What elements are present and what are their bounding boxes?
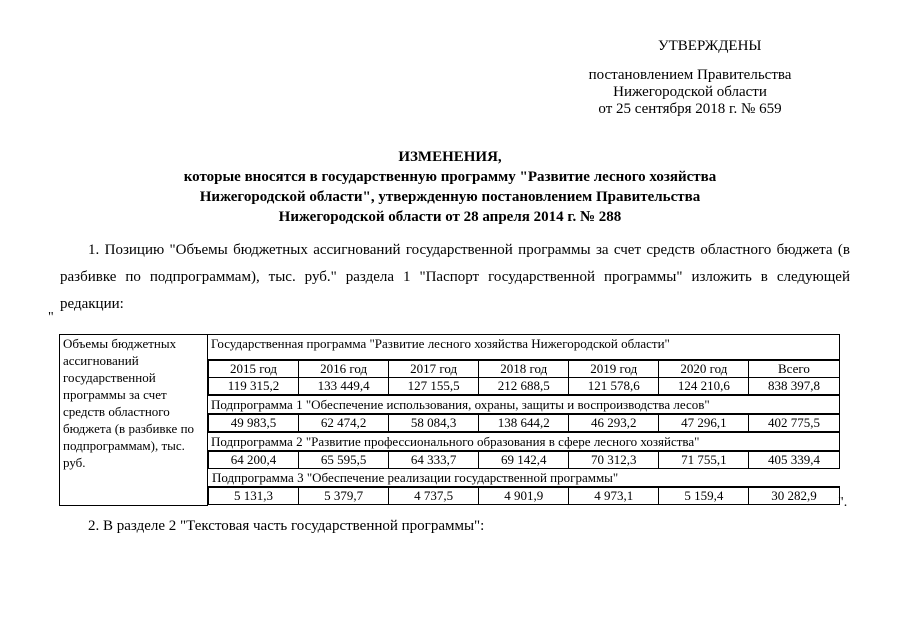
program-title: Государственная программа "Развитие лесного хозяйства Нижегородской области" xyxy=(208,335,840,360)
title-line-1: ИЗМЕНЕНИЯ, xyxy=(398,149,502,165)
budget-label: Объемы бюджетных ассигнований государственной программы за счет средств областного бюджета (в разбивке по подпрограммам), тыс. руб. xyxy=(60,335,208,506)
budget-table xyxy=(59,334,840,506)
subprogram-1-title: Подпрограмма 1 "Обеспечение использования, охраны, защиты и воспроизводства лесов" xyxy=(208,396,840,414)
value-cell: 4 973,1 xyxy=(569,488,659,505)
value-cell: 58 084,3 xyxy=(389,415,479,432)
subprogram-2-values-row xyxy=(209,452,840,469)
year-cell: Всего xyxy=(749,361,839,378)
value-cell: 71 755,1 xyxy=(659,452,749,469)
value-cell: 838 397,8 xyxy=(749,378,839,395)
value-cell: 405 339,4 xyxy=(749,452,839,469)
years-row xyxy=(209,361,840,378)
approval-line-1: постановлением Правительства xyxy=(588,67,792,83)
quote-open: " xyxy=(48,310,54,325)
value-cell: 64 333,7 xyxy=(389,452,479,469)
subprogram-1-values-row xyxy=(209,415,840,432)
title-line-2: которые вносятся в государственную программу "Развитие лесного хозяйства xyxy=(183,169,717,185)
value-cell: 5 131,3 xyxy=(209,488,299,505)
value-cell: 127 155,5 xyxy=(389,378,479,395)
value-cell: 65 595,5 xyxy=(299,452,389,469)
subprogram-2-title: Подпрограмма 2 "Развитие профессионального образования в сфере лесного хозяйства" xyxy=(208,433,840,451)
subprogram-2-values-table xyxy=(208,451,840,469)
value-cell: 4 901,9 xyxy=(479,488,569,505)
value-cell: 5 379,7 xyxy=(299,488,389,505)
value-cell: 46 293,2 xyxy=(569,415,659,432)
year-cell: 2019 год xyxy=(569,361,659,378)
subprogram-3-values-table xyxy=(208,487,840,505)
value-cell: 124 210,6 xyxy=(659,378,749,395)
value-cell: 119 315,2 xyxy=(209,378,299,395)
paragraph-2: 2. В разделе 2 "Текстовая часть государственной программы": xyxy=(88,518,485,534)
subprogram-3-cell xyxy=(208,469,840,505)
value-cell: 402 775,5 xyxy=(749,415,839,432)
approval-header: УТВЕРЖДЕНЫ xyxy=(658,38,762,54)
value-cell: 212 688,5 xyxy=(479,378,569,395)
year-cell: 2020 год xyxy=(659,361,749,378)
value-cell: 69 142,4 xyxy=(479,452,569,469)
program-values-cell xyxy=(208,360,840,396)
program-values-table xyxy=(208,360,840,395)
value-cell: 47 296,1 xyxy=(659,415,749,432)
year-cell: 2018 год xyxy=(479,361,569,378)
year-cell: 2016 год xyxy=(299,361,389,378)
approval-line-3: от 25 сентября 2018 г. № 659 xyxy=(598,101,782,117)
quote-close: ". xyxy=(838,495,848,510)
subprogram-3-values-row xyxy=(209,488,840,505)
title-line-3: Нижегородской области", утвержденную постановлением Правительства xyxy=(199,189,701,205)
value-cell: 62 474,2 xyxy=(299,415,389,432)
paragraph-1: 1. Позицию "Объемы бюджетных ассигнований государственной программы за счет средств областного бюджета (в разбивке по подпрограммам), тыс. руб." раздела 1 "Паспорт государственной программы" изложить в следующей редакции: xyxy=(60,242,850,312)
value-cell: 133 449,4 xyxy=(299,378,389,395)
subprogram-1-values-cell xyxy=(208,414,840,433)
year-cell: 2017 год xyxy=(389,361,479,378)
subprogram-1-values-table xyxy=(208,414,840,432)
value-cell: 4 737,5 xyxy=(389,488,479,505)
value-cell: 121 578,6 xyxy=(569,378,659,395)
value-cell: 70 312,3 xyxy=(569,452,659,469)
title-line-4: Нижегородской области от 28 апреля 2014 г. № 288 xyxy=(278,209,622,225)
value-cell: 5 159,4 xyxy=(659,488,749,505)
subprogram-3-title: Подпрограмма 3 "Обеспечение реализации государственной программы" xyxy=(208,469,840,487)
value-cell: 138 644,2 xyxy=(479,415,569,432)
value-cell: 49 983,5 xyxy=(209,415,299,432)
year-cell: 2015 год xyxy=(209,361,299,378)
subprogram-2-values-cell xyxy=(208,451,840,470)
approval-line-2: Нижегородской области xyxy=(613,84,767,100)
value-cell: 64 200,4 xyxy=(209,452,299,469)
program-values-row xyxy=(209,378,840,395)
value-cell: 30 282,9 xyxy=(749,488,839,505)
